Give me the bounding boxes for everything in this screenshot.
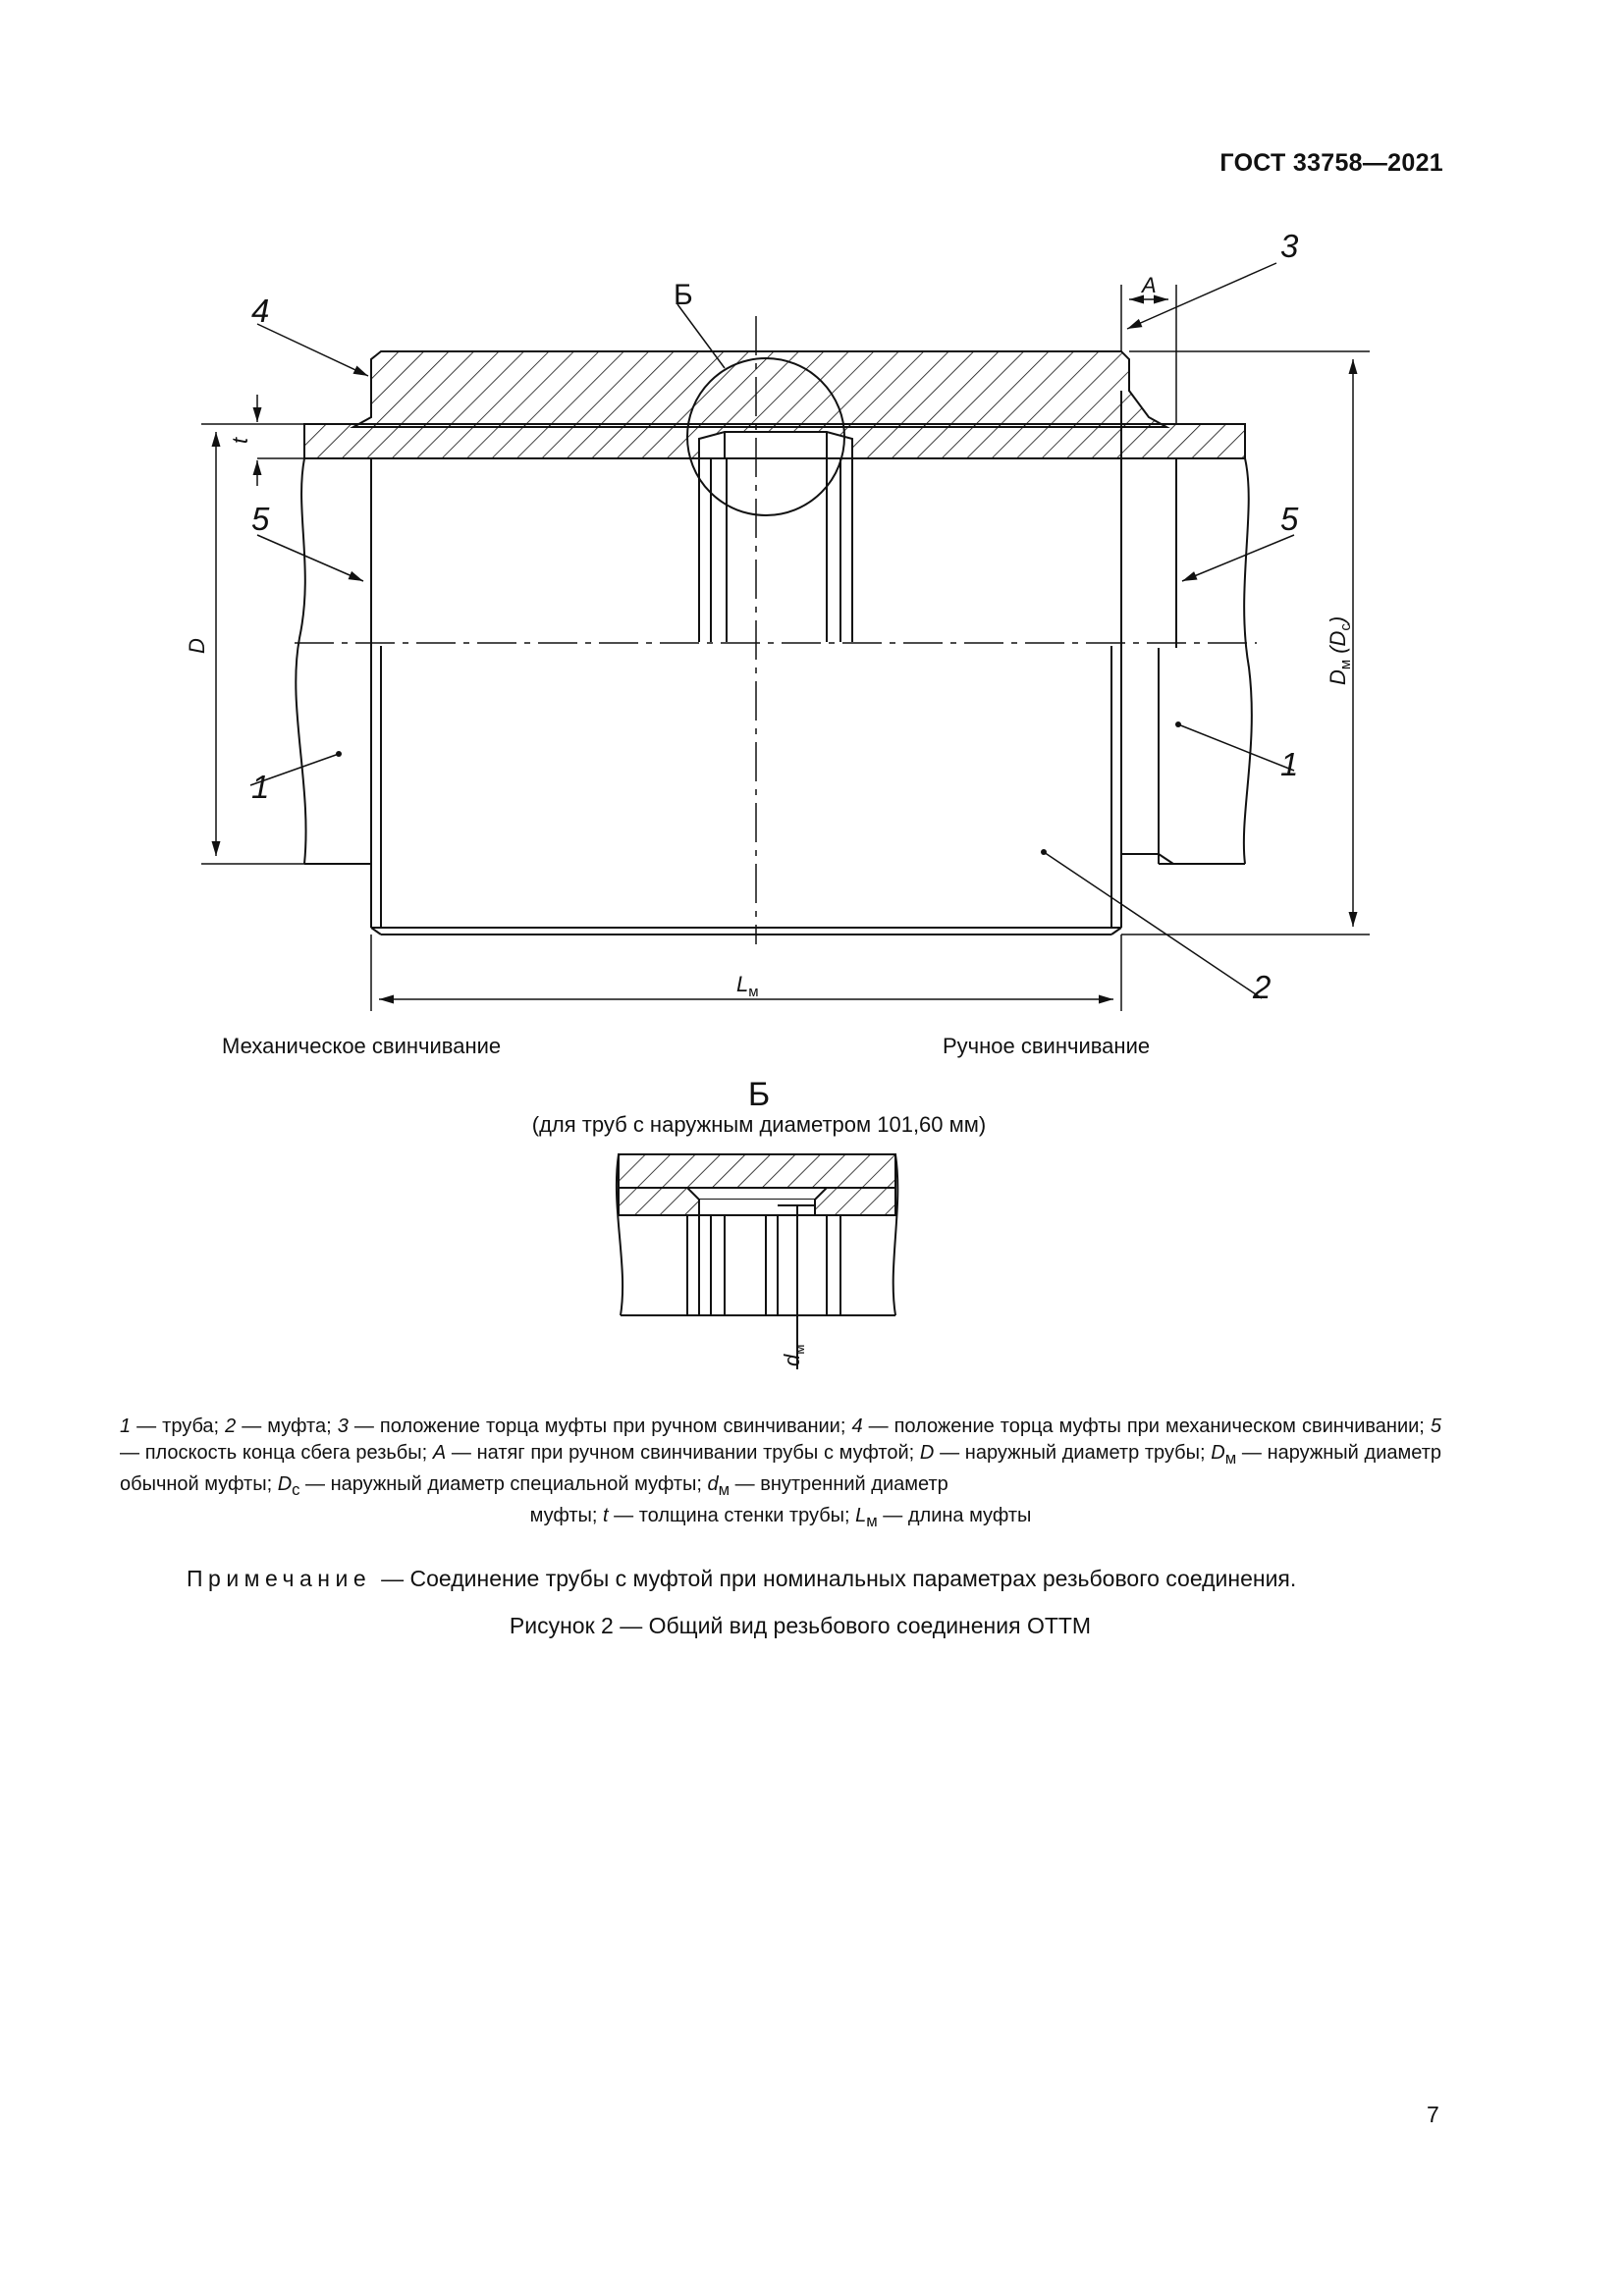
legend-sym-dc: D [277, 1473, 293, 1495]
legend-text-a: — натяг при ручном свинчивании трубы с муфтой; [446, 1442, 920, 1464]
standard-header: ГОСТ 33758—2021 [1219, 149, 1443, 177]
note-label: Примечание [187, 1566, 372, 1591]
callout-2: 2 [1253, 969, 1272, 1005]
legend-num-1: 1 [120, 1415, 132, 1437]
legend-sym-dm-inner: d [707, 1473, 719, 1495]
callout-4: 4 [251, 293, 270, 329]
legend-text-3: — положение торца муфты при ручном свинчивании; [348, 1415, 852, 1437]
dim-a-label: A [1142, 273, 1157, 297]
dim-dm-main: D [1326, 669, 1350, 685]
legend-text-dm-inner: — внутренний диаметр [730, 1473, 948, 1495]
legend-sym-lm-sub: м [866, 1512, 878, 1530]
figure-legend [120, 1414, 1441, 1534]
dim-dc-close: ) [1326, 615, 1350, 624]
caption-mechanical: Механическое свинчивание [222, 1034, 502, 1058]
dim-dm-detail-main: d [780, 1354, 804, 1366]
legend-text-lm: — длина муфты [877, 1505, 1032, 1526]
legend-text-1: — труба; [131, 1415, 226, 1437]
legend-sym-dm: D [1211, 1442, 1225, 1464]
dim-dm-label [1326, 616, 1354, 685]
legend-text-4: — положение торца муфты при механическом свинчивании; [862, 1415, 1431, 1437]
note [187, 1566, 1296, 1592]
callout-3: 3 [1280, 228, 1299, 264]
legend-sym-dm-sub: м [1224, 1449, 1237, 1468]
legend-sym-dc-sub: c [292, 1480, 300, 1499]
dim-dc-sub: c [1337, 623, 1354, 631]
detail-subtitle: (для труб с наружным диаметром 101,60 мм) [531, 1112, 987, 1137]
dim-dc-open: (D [1326, 630, 1350, 654]
legend-text-dc: — наружный диаметр специальной муфты; [299, 1473, 708, 1495]
legend-num-2: 2 [225, 1415, 237, 1437]
coupling-wall-section [353, 351, 1166, 427]
callout-1-left: 1 [251, 769, 270, 805]
dim-t-label: t [228, 437, 252, 444]
callout-5-left: 5 [251, 501, 270, 537]
legend-sym-a: A [432, 1442, 447, 1464]
legend-last-line [120, 1503, 1441, 1534]
callout-5-right: 5 [1280, 501, 1299, 537]
detail-b-view [617, 1154, 897, 1369]
page-number: 7 [1427, 2102, 1439, 2127]
legend-text-5: — плоскость конца сбега резьбы; [120, 1442, 433, 1464]
legend-num-3: 3 [337, 1415, 349, 1437]
legend-sym-d: D [919, 1442, 935, 1464]
dim-lm-label [736, 972, 759, 1000]
legend-sym-dm-inner-sub: м [718, 1480, 731, 1499]
legend-sym-lm: L [855, 1505, 867, 1526]
legend-num-5: 5 [1430, 1415, 1441, 1437]
callout-1-right: 1 [1280, 746, 1299, 782]
note-text: — Соединение трубы с муфтой при номинальных параметрах резьбового соединения. [381, 1566, 1297, 1591]
dim-dm-detail [780, 1344, 808, 1366]
dim-d-label: D [185, 638, 209, 654]
dim-lm-sub: м [748, 984, 759, 1000]
legend-text-d: — наружный диаметр трубы; [934, 1442, 1212, 1464]
caption-manual: Ручное свинчивание [943, 1034, 1151, 1058]
legend-num-4: 4 [851, 1415, 863, 1437]
legend-text-last-a: муфты; [529, 1505, 604, 1526]
figure-title: Рисунок 2 — Общий вид резьбового соединения ОТТМ [509, 1613, 1092, 1638]
legend-sym-t: t [603, 1505, 609, 1526]
dim-lm-main: L [736, 972, 749, 996]
detail-letter: Б [747, 1076, 771, 1113]
legend-text-t: — толщина стенки трубы; [608, 1505, 856, 1526]
legend-text-2: — муфта; [236, 1415, 338, 1437]
dim-dm-sub: м [1337, 659, 1354, 670]
section-mark-b: Б [674, 279, 693, 311]
legend-text-dm: — наружный диаметр обычной муфты; [120, 1442, 1442, 1495]
dim-dm-detail-sub: м [791, 1344, 808, 1355]
